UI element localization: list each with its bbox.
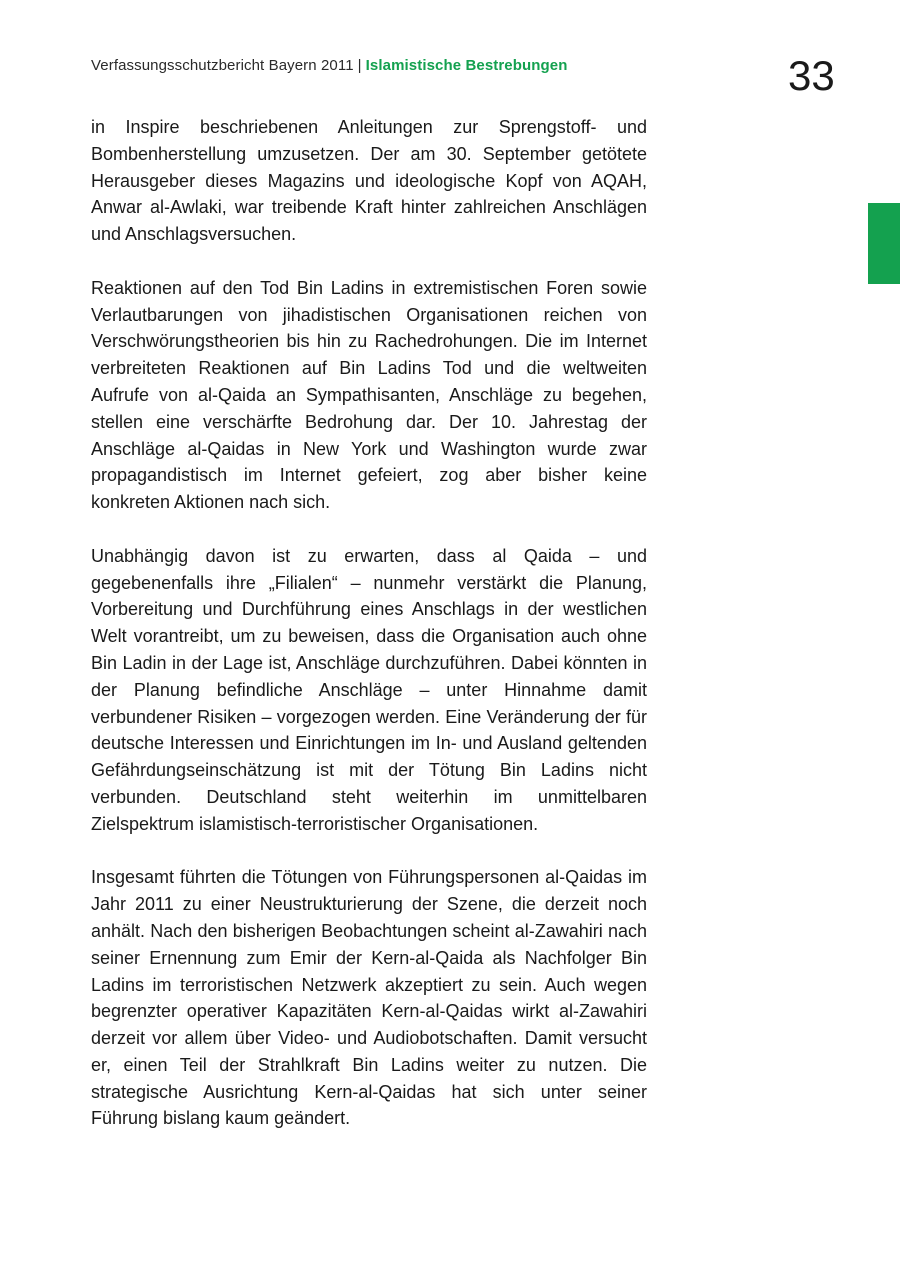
publication-title: Verfassungsschutzbericht Bayern 2011 bbox=[91, 57, 354, 74]
page-number: 33 bbox=[788, 52, 835, 99]
chapter-thumb-tab bbox=[868, 203, 900, 284]
body-text bbox=[91, 114, 647, 1159]
section-title: Islamistische Bestrebungen bbox=[365, 57, 568, 74]
header-separator: | bbox=[357, 57, 362, 74]
running-header bbox=[91, 57, 568, 74]
paragraph-4: Insgesamt führten die Tötungen von Führungspersonen al-Qaidas im Jahr 2011 zu einer Neustrukturierung der Szene, die derzeit noch anhält. Nach den bisherigen Beobachtungen scheint al-Zawahiri nach seiner Ernennung zum Emir der Kern-al-Qaida als Nachfolger Bin Ladins im terroristischen Netzwerk akzeptiert zu sein. Auch wegen begrenzter operativer Kapazitäten Kern-al-Qaidas wirkt al-Zawahiri derzeit vor allem über Video- und Audiobotschaften. Damit versucht er, einen Teil der Strahlkraft Bin Ladins weiter zu nutzen. Die strategische Ausrichtung Kern-al-Qaidas hat sich unter seiner Führung bislang kaum geändert. bbox=[91, 867, 647, 1129]
paragraph-2: Reaktionen auf den Tod Bin Ladins in extremistischen Foren sowie Verlautbarungen von jihadistischen Organisationen reichen von Verschwörungstheorien bis hin zu Rachedrohungen. Die im Internet verbreiteten Reaktionen auf Bin Ladins Tod und die weltweiten Aufrufe von al-Qaida an Sympathisanten, Anschläge zu begehen, stellen eine verschärfte Bedrohung dar. Der 10. Jahrestag der Anschläge al-Qaidas in New York und Washington wurde zwar propagandistisch im Internet gefeiert, zog aber bisher keine konkreten Aktionen nach sich. bbox=[91, 277, 647, 513]
paragraph-1: in Inspire beschriebenen Anleitungen zur Sprengstoff- und Bombenherstellung umzusetzen. Der am 30. September getötete Herausgeber dieses Magazins und ideologische Kopf von AQAH, Anwar al-Awlaki, war treibende Kraft hinter zahlreichen Anschlägen und Anschlagsversuchen. bbox=[91, 117, 647, 245]
paragraph-3: Unabhängig davon ist zu erwarten, dass al Qaida – und gegebenenfalls ihre „Filialen“ – nunmehr verstärkt die Planung, Vorbereitung und Durchführung eines Anschlags in der westlichen Welt vorantreibt, um zu beweisen, dass die Organisation auch ohne Bin Ladin in der Lage ist, Anschläge durchzuführen. Dabei könnten in der Planung befindliche Anschläge – unter Hinnahme damit verbundener Risiken – vorgezogen werden. Eine Veränderung der für deutsche Interessen und Einrichtungen im In- und Ausland geltenden Gefährdungseinschätzung ist mit der Tötung Bin Ladins nicht verbunden. Deutschland steht weiterhin im unmittelbaren Zielspektrum islamistisch-terroristischer Organisationen. bbox=[91, 545, 647, 834]
